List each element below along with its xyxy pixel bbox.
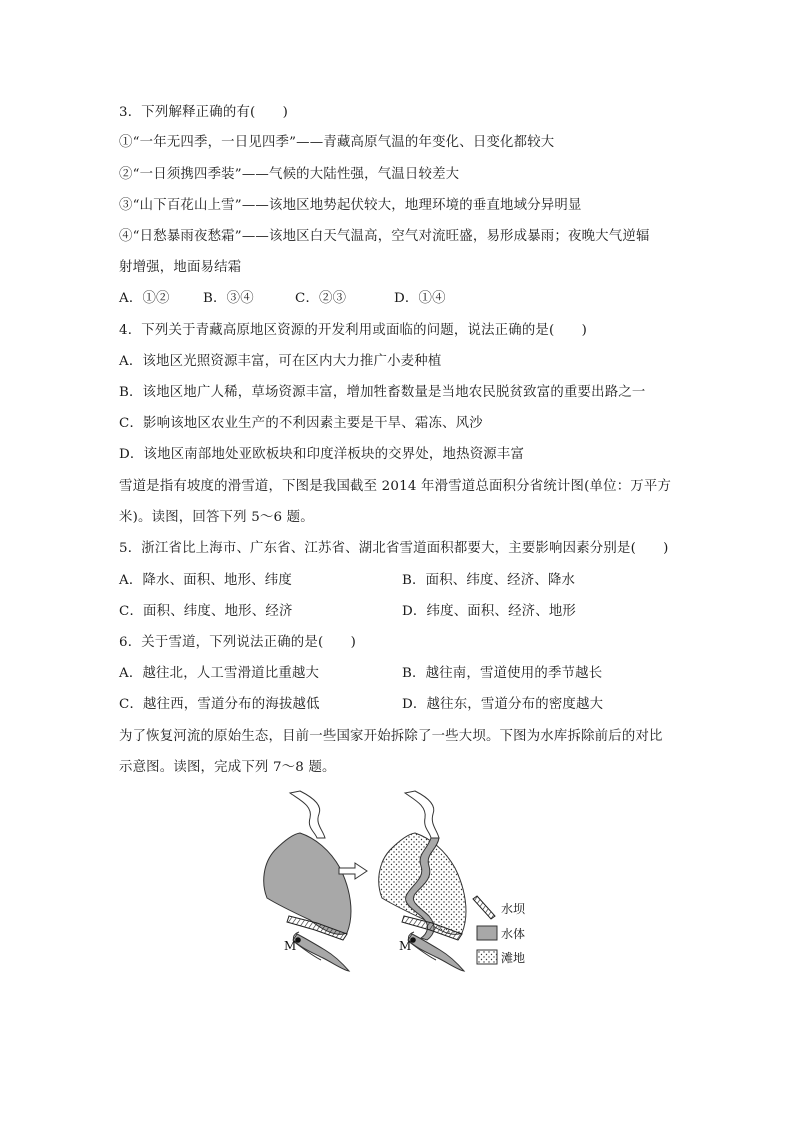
after-map: [379, 791, 466, 971]
label-m-left: M: [284, 939, 297, 953]
reservoir-water-body: [264, 833, 351, 934]
intro-7-8-line2: 示意图。读图，完成下列 7～8 题。: [119, 760, 336, 775]
q6-option-b: B．越往南，雪道使用的季节越长: [402, 666, 603, 681]
q4-option-d: D．该地区南部地处亚欧板块和印度洋板块的交界处，地热资源丰富: [119, 447, 525, 462]
q4-stem: 4．下列关于青藏高原地区资源的开发利用或面临的问题，说法正确的是( ): [119, 323, 588, 338]
q6-option-d: D．越往东，雪道分布的密度越大: [402, 697, 604, 712]
q3-item-4-cont: 射增强，地面易结霜: [119, 260, 242, 275]
intro-5-6-line1: 雪道是指有坡度的滑雪道，下图是我国截至 2014 年滑雪道总面积分省统计图(单位：万平方: [119, 479, 672, 494]
q3-option-c: C．②③: [295, 291, 347, 306]
q3-options: [119, 290, 446, 308]
q6-option-c: C．越往西，雪道分布的海拔越低: [119, 697, 320, 712]
legend-dam-label: 水坝: [501, 902, 526, 916]
legend: [473, 896, 526, 965]
q6-stem: 6．关于雪道，下列说法正确的是( ): [119, 635, 357, 650]
intro-5-6-line2: 米)。读图，回答下列 5～6 题。: [119, 510, 314, 525]
legend-water-label: 水体: [501, 927, 526, 941]
q5-option-a: A．降水、面积、地形、纬度: [119, 573, 292, 588]
intro-7-8-line1: 为了恢复河流的原始生态，目前一些国家开始拆除了一些大坝。下图为水库拆除前后的对比: [119, 729, 663, 744]
q3-option-d: D．①④: [394, 291, 446, 306]
reservoir-comparison-figure: [255, 788, 555, 988]
legend-beach-swatch: [477, 950, 497, 964]
q5-option-d: D．纬度、面积、经济、地形: [402, 604, 577, 619]
legend-beach-label: 滩地: [501, 951, 526, 965]
q4-option-c: C．影响该地区农业生产的不利因素主要是干旱、霜冻、风沙: [119, 416, 483, 431]
upstream-channel-right: [405, 791, 439, 838]
q3-item-4: ④“日愁暴雨夜愁霜”——该地区白天气温高，空气对流旺盛，易形成暴雨；夜晚大气逆辐: [119, 229, 650, 244]
q3-stem: 3．下列解释正确的有( ): [119, 105, 289, 120]
q4-option-a: A．该地区光照资源丰富，可在区内大力推广小麦种植: [119, 354, 442, 369]
q3-item-1: ①“一年无四季，一日见四季”——青藏高原气温的年变化、日变化都较大: [119, 135, 555, 150]
q6-option-a: A．越往北，人工雪滑道比重越大: [119, 666, 320, 681]
q3-item-2: ②“一日须携四季装”——气候的大陆性强，气温日较差大: [119, 167, 460, 182]
q4-option-b: B．该地区地广人稀，草场资源丰富，增加牲畜数量是当地农民脱贫致富的重要出路之一: [119, 385, 646, 400]
q5-stem: 5．浙江省比上海市、广东省、江苏省、湖北省雪道面积都要大，主要影响因素分别是( ): [119, 541, 669, 556]
label-m-right: M: [399, 939, 412, 953]
before-map: [264, 791, 351, 971]
q3-option-a: A．①②: [119, 291, 170, 306]
q3-item-3: ③“山下百花山上雪”——该地区地势起伏较大，地理环境的垂直地域分异明显: [119, 198, 582, 213]
legend-water-swatch: [477, 926, 497, 940]
q5-option-c: C．面积、纬度、地形、经济: [119, 604, 293, 619]
q3-option-b: B．③④: [203, 291, 254, 306]
q5-option-b: B．面积、纬度、经济、降水: [402, 573, 576, 588]
legend-dam-swatch: [473, 896, 495, 919]
upstream-channel-left: [290, 791, 325, 838]
